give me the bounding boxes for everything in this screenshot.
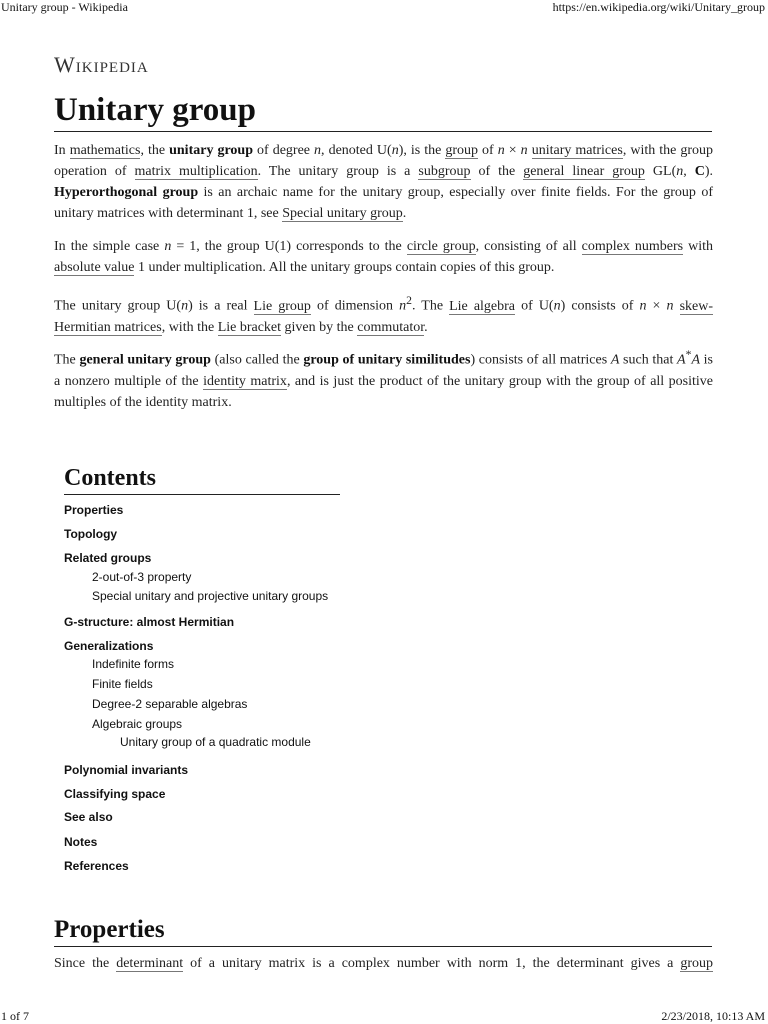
section-heading-properties: Properties <box>54 914 712 947</box>
link-lie-bracket[interactable]: Lie bracket <box>217 319 282 335</box>
toc-item-degree-2[interactable]: Degree-2 separable algebras <box>92 697 248 711</box>
page-title: Unitary group <box>54 90 712 132</box>
lie-group-paragraph: The unitary group U(n) is a real Lie group of dimension $n^2$. The Lie algebra of U(n) consists of n × n skew-Hermitian matrices, with the Lie bracket given by the commutator. <box>54 294 714 335</box>
intro-paragraph: In mathematics, the unitary group of degree n, denoted U(n), is the group of n × n unitary matrices, with the group operation of matrix multiplication. The unitary group is a subgroup of the general linear group GL(n, C). Hyperorthogonal group is an archaic name for the unitary group, especially over finite fields. For the group of unitary matrices with determinant 1, see Special unitary group. <box>54 143 714 221</box>
table-of-contents <box>64 463 340 495</box>
link-unitary-matrices[interactable]: unitary matrices <box>531 143 623 158</box>
link-circle-group[interactable]: circle group <box>406 239 476 254</box>
toc-item-generalizations[interactable]: Generalizations <box>64 639 154 653</box>
link-determinant[interactable]: determinant <box>116 956 184 971</box>
properties-paragraph: Since the determinant of a unitary matrix is a complex number with norm 1, the determinant gives a group <box>54 956 714 971</box>
print-header-url: https://en.wikipedia.org/wiki/Unitary_group <box>552 0 765 14</box>
link-identity-matrix[interactable]: identity matrix <box>203 373 287 389</box>
toc-item-topology[interactable]: Topology <box>64 527 118 541</box>
toc-item-finite-fields[interactable]: Finite fields <box>92 677 153 691</box>
link-group[interactable]: group <box>445 143 479 158</box>
link-skew-hermitian[interactable]: skew-Hermitian matrices <box>54 298 714 335</box>
toc-item-properties[interactable]: Properties <box>64 503 124 517</box>
toc-item-quadratic-module[interactable]: Unitary group of a quadratic module <box>120 735 311 749</box>
print-footer-date: 2/23/2018, 10:13 AM <box>661 1009 765 1023</box>
general-unitary-paragraph: The general unitary group (also called the group of unitary similitudes) consists of all matrices A such that A*A is a nonzero multiple of the identity matrix, and is just the product of the unitary group with the group of all positive multiples of the identity matrix. <box>54 348 713 410</box>
print-header-title: Unitary group - Wikipedia <box>1 0 128 14</box>
link-special-unitary-group[interactable]: Special unitary group <box>282 206 403 221</box>
link-general-linear-group[interactable]: general linear group <box>523 164 645 179</box>
link-group-properties[interactable]: group <box>680 956 714 971</box>
toc-item-indefinite-forms[interactable]: Indefinite forms <box>92 657 175 671</box>
toc-item-algebraic-groups[interactable]: Algebraic groups <box>92 717 183 731</box>
link-lie-algebra[interactable]: Lie algebra <box>449 298 516 314</box>
toc-item-notes[interactable]: Notes <box>64 835 98 849</box>
link-complex-numbers[interactable]: complex numbers <box>581 239 684 254</box>
print-footer-page: 1 of 7 <box>1 1009 29 1023</box>
toc-item-related-groups[interactable]: Related groups <box>64 551 152 565</box>
contents-title: Contents <box>64 463 340 495</box>
toc-item-polynomial-invariants[interactable]: Polynomial invariants <box>64 763 189 777</box>
toc-item-see-also[interactable]: See also <box>64 810 113 824</box>
toc-item-2-out-of-3[interactable]: 2-out-of-3 property <box>92 570 192 584</box>
toc-item-special-unitary[interactable]: Special unitary and projective unitary groups <box>92 589 329 603</box>
toc-item-references[interactable]: References <box>64 859 129 873</box>
toc-item-classifying-space[interactable]: Classifying space <box>64 787 166 801</box>
link-mathematics[interactable]: mathematics <box>69 143 141 158</box>
link-lie-group[interactable]: Lie group <box>253 298 311 314</box>
link-commutator[interactable]: commutator <box>357 319 425 335</box>
link-matrix-multiplication[interactable]: matrix multiplication <box>134 164 258 179</box>
wikipedia-wordmark[interactable]: Wikipedia <box>54 52 149 77</box>
link-absolute-value[interactable]: absolute value <box>54 260 135 275</box>
link-subgroup[interactable]: subgroup <box>418 164 471 179</box>
toc-item-g-structure[interactable]: G-structure: almost Hermitian <box>64 615 235 629</box>
circle-group-paragraph: In the simple case n = 1, the group U(1) corresponds to the circle group, consisting of all complex numbers with absolute value 1 under multiplication. All the unitary groups contain copies of this group. <box>54 239 714 275</box>
